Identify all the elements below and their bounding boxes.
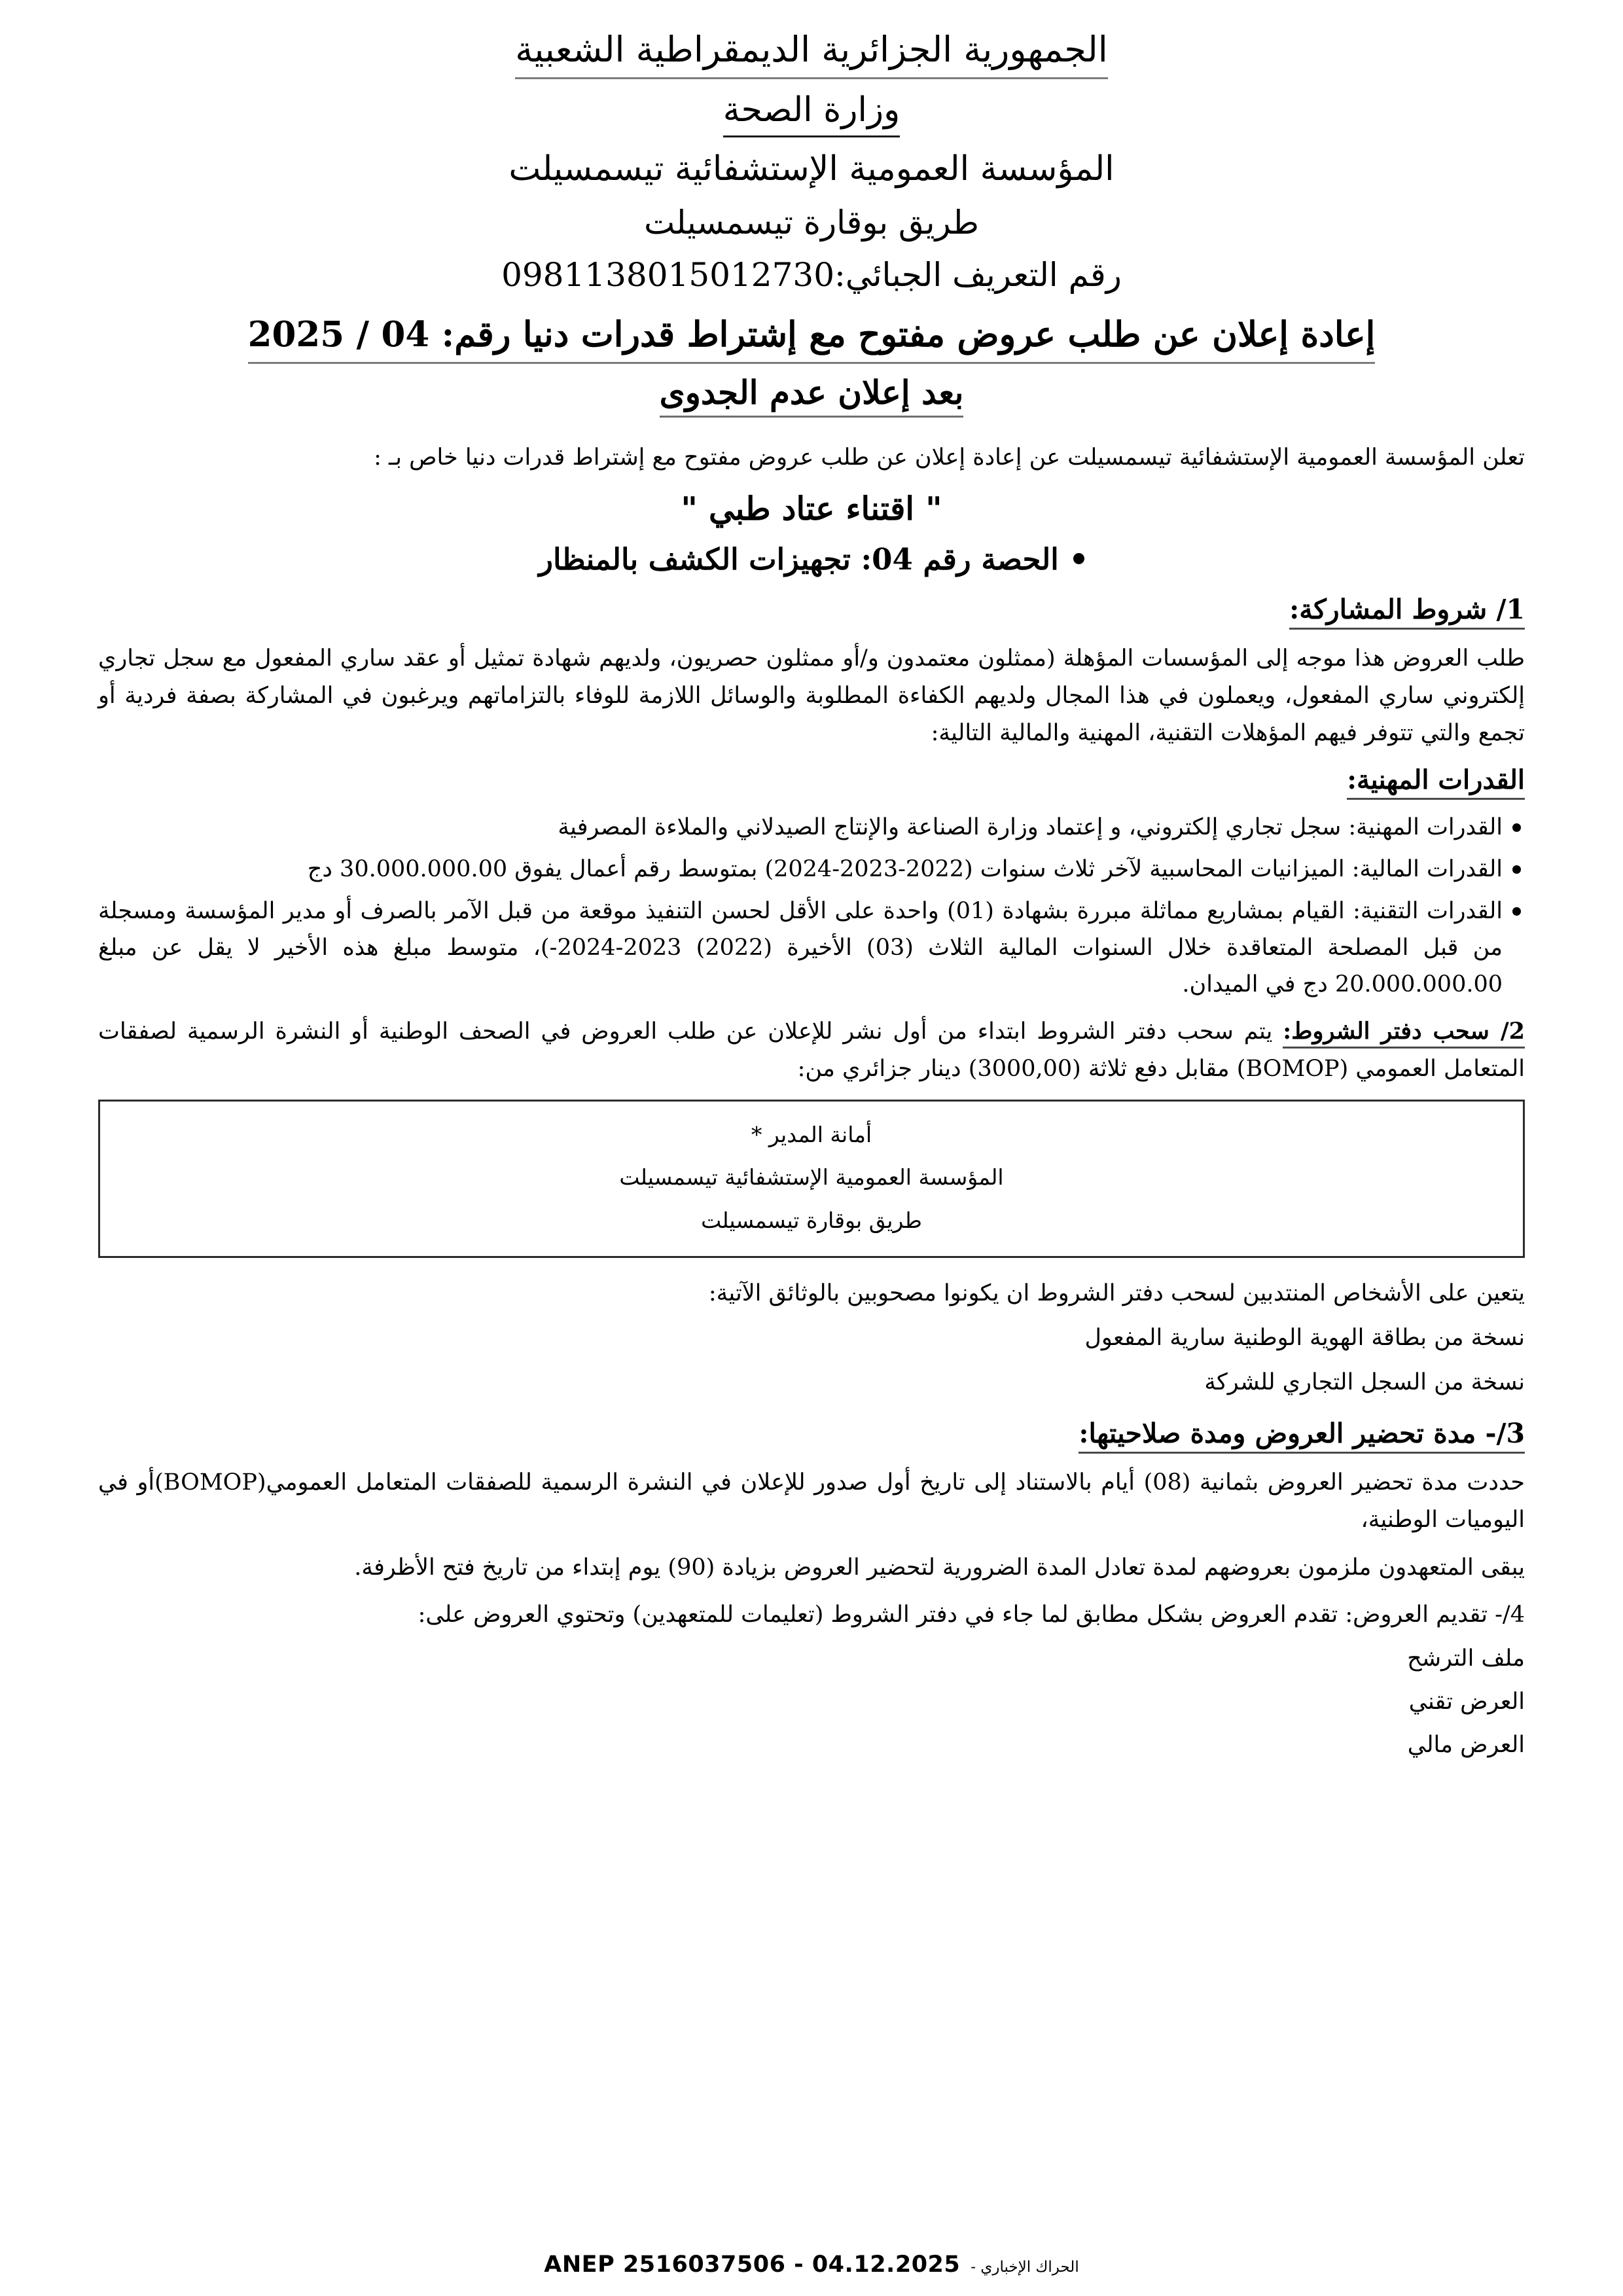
secretariat-institution: المؤسسة العمومية الإستشفائية تيسمسيلت — [619, 1164, 1004, 1191]
section-3-paragraph-1: حددت مدة تحضير العروض بثمانية (08) أيام بالاستناد إلى تاريخ أول صدور للإعلان في النشرة الرسمية للصفقات المتعامل العمومي(BOMOP)أو في اليوميات الوطنية، — [98, 1469, 1525, 1533]
secretariat-label: أمانة المدير * — [751, 1121, 872, 1147]
lot-list-item — [98, 542, 1525, 577]
document-header — [98, 26, 1525, 296]
intro-paragraph: تعلن المؤسسة العمومية الإستشفائية تيسمسيلت عن إعادة إعلان عن طلب عروض مفتوح مع إشتراط قدرات دنيا خاص بـ : — [374, 444, 1525, 471]
ministry-heading — [98, 88, 1525, 137]
republic-text: الجمهورية الجزائرية الديمقراطية الشعبية — [515, 26, 1107, 79]
professional-capacities-heading — [98, 764, 1525, 800]
section-1-heading — [98, 594, 1525, 630]
bullet-icon — [1073, 553, 1084, 564]
document-item: نسخة من بطاقة الهوية الوطنية سارية المفعول — [1084, 1325, 1525, 1352]
tender-object-title: " اقتناء عتاد طبي " — [681, 490, 942, 528]
announcement-subtitle — [98, 373, 1525, 418]
section-2-inline-heading: 2/ سحب دفتر الشروط: — [1283, 1018, 1525, 1049]
list-item: القدرات المالية: الميزانيات المحاسبية لآخر ثلاث سنوات (2022-2023-2024) بمتوسط رقم أعمال يفوق 30.000.000.00 دج — [98, 851, 1525, 888]
lot-label: الحصة رقم 04: تجهيزات الكشف بالمنظار — [539, 542, 1059, 577]
announcement-title — [98, 312, 1525, 364]
documents-intro: يتعين على الأشخاص المنتدبين لسحب دفتر الشروط ان يكونوا مصحوبين بالوثائق الآتية: — [708, 1280, 1525, 1307]
document-item: نسخة من السجل التجاري للشركة — [1204, 1369, 1525, 1396]
section-2-paragraph — [98, 1013, 1525, 1087]
capacities-list — [98, 809, 1525, 1003]
list-item: القدرات التقنية: القيام بمشاريع مماثلة مبررة بشهادة (01) واحدة على الأقل لحسن التنفيذ موقعة من قبل الآمر بالصرف أو مدير المؤسسة ومسجلة من قبل المصلحة المتعاقدة خلال السنوات المالية الثلاث (03) الأخيرة (2022) 2023-2024-)، متوسط مبلغ هذه الأخير لا يقل عن مبلغ 20.000.000.00 دج في الميدان. — [98, 893, 1525, 1003]
section-3-heading — [98, 1418, 1525, 1454]
footer-source: الحراك الإخباري - — [971, 2259, 1079, 2276]
section-3-paragraph-2: يبقى المتعهدون ملزمون بعروضهم لمدة تعادل المدة الضرورية لتحضير العروض بزيادة (90) يوم إبتداء من تاريخ فتح الأظرفة. — [354, 1554, 1525, 1581]
institution-heading: المؤسسة العمومية الإستشفائية تيسمسيلت — [508, 149, 1115, 188]
announcement-title-text: إعادة إعلان عن طلب عروض مفتوح مع إشتراط قدرات دنيا رقم: 04 / 2025 — [248, 312, 1376, 364]
section-1-paragraph: طلب العروض هذا موجه إلى المؤسسات المؤهلة (ممثلون معتمدون و/أو ممثلون حصريون، ولديهم شهادة تمثيل أو عقد ساري المفعول مع سجل تجاري إلكتروني ساري المفعول، ويعملون في هذا المجال ولديهم الكفاءة المطلوبة والوسائل اللازمة للوفاء بالتزاماتهم ويرغبون في المشاركة بصفة فردية أو تجمع والتي تتوفر فيهم المؤهلات التقنية، المهنية والمالية التالية: — [98, 645, 1525, 746]
documents-section — [98, 1275, 1525, 1401]
offer-item: العرض مالي — [1407, 1731, 1525, 1758]
director-secretariat-box — [98, 1100, 1525, 1259]
institution-address: طريق بوقارة تيسمسيلت — [644, 204, 979, 242]
offer-item: العرض تقني — [1408, 1688, 1525, 1715]
document-footer — [0, 2251, 1623, 2278]
section-1-heading-text: 1/ شروط المشاركة: — [1289, 594, 1525, 630]
professional-capacities-heading-text: القدرات المهنية: — [1347, 764, 1525, 800]
secretariat-address: طريق بوقارة تيسمسيلت — [701, 1207, 922, 1233]
section-3-heading-text: 3/- مدة تحضير العروض ومدة صلاحيتها: — [1079, 1418, 1525, 1454]
section-2-body-text: يتم سحب دفتر الشروط ابتداء من أول نشر للإعلان عن طلب العروض في الصحف الوطنية أو النشرة الرسمية لصفقات المتعامل العمومي (BOMOP) مقابل دفع ثلاثة (3000,00) دينار جزائري من: — [98, 1018, 1525, 1083]
offer-item: ملف الترشح — [1407, 1645, 1525, 1672]
tax-identification-number: رقم التعريف الجبائي:0981138015012730 — [501, 255, 1122, 294]
announcement-subtitle-text: بعد إعلان عدم الجدوى — [660, 373, 964, 418]
section-4-heading-line: 4/- تقديم العروض: تقدم العروض بشكل مطابق لما جاء في دفتر الشروط (تعليمات للمتعهدين) وتحتوي العروض على: — [418, 1602, 1525, 1628]
list-item: القدرات المهنية: سجل تجاري إلكتروني، و إعتماد وزارة الصناعة والإنتاج الصيدلاني والملاءة المصرفية — [98, 809, 1525, 846]
ministry-text: وزارة الصحة — [723, 88, 900, 137]
footer-anep-reference: ANEP 2516037506 - 04.12.2025 — [544, 2251, 961, 2278]
republic-heading — [98, 26, 1525, 79]
